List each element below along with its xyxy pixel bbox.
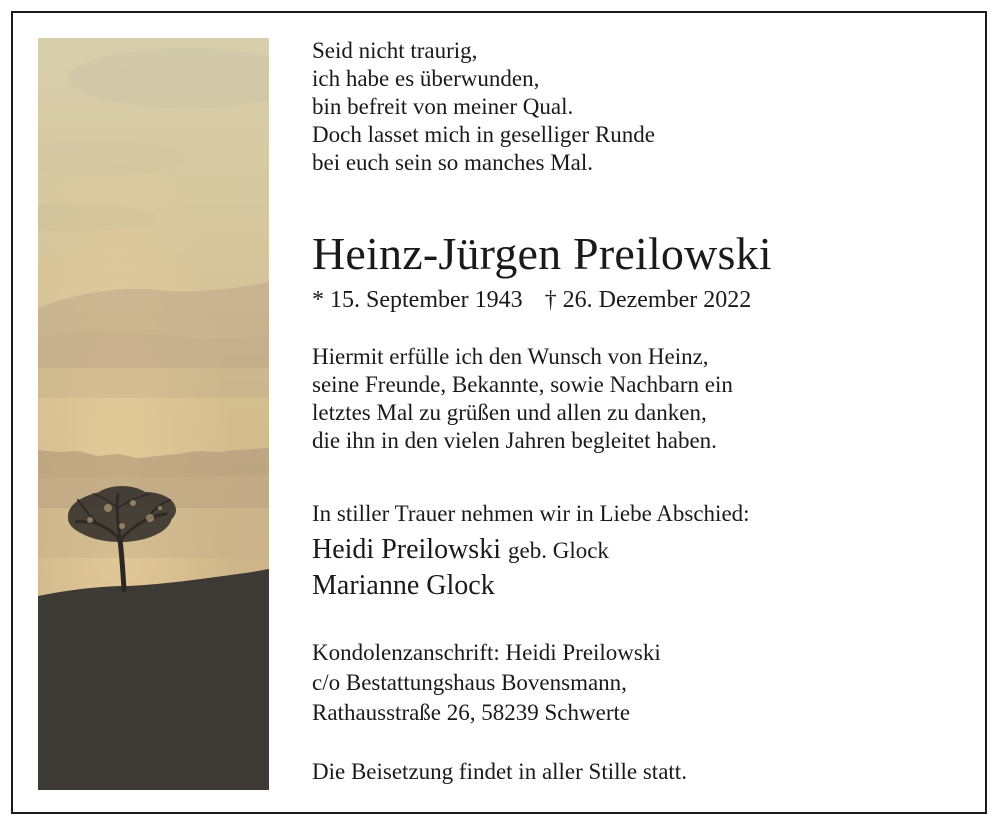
condolence-line: Rathausstraße 26, 58239 Schwerte [312, 700, 631, 725]
mourner-name: Heidi Preilowski [312, 534, 501, 565]
burial-note: Die Beisetzung findet in aller Stille statt. [312, 759, 687, 784]
mourner-note: geb. Glock [508, 538, 609, 563]
poem-line: Seid nicht traurig, [312, 38, 478, 63]
deceased-name: Heinz-Jürgen Preilowski [312, 228, 772, 279]
poem-line: bin befreit von meiner Qual. [312, 94, 574, 119]
death-date: † 26. Dezember 2022 [544, 287, 752, 313]
message-line: letztes Mal zu grüßen und allen zu danken, [312, 400, 707, 425]
poem-line: ich habe es überwunden, [312, 66, 540, 91]
sunset-tree-photo [38, 38, 269, 790]
message-line: die ihn in den vielen Jahren begleitet haben. [312, 428, 717, 453]
condolence-line: c/o Bestattungshaus Bovensmann, [312, 670, 627, 695]
mourner [312, 569, 495, 603]
poem-line: bei euch sein so manches Mal. [312, 150, 594, 175]
poem-line: Doch lasset mich in geselliger Runde [312, 122, 656, 147]
message-line: Hiermit erfülle ich den Wunsch von Heinz, [312, 344, 709, 369]
life-dates [312, 285, 751, 315]
mourner [312, 533, 609, 568]
birth-date: * 15. September 1943 [312, 287, 523, 313]
condolence-line: Kondolenzanschrift: Heidi Preilowski [312, 640, 661, 665]
message-line: seine Freunde, Bekannte, sowie Nachbarn ein [312, 372, 733, 397]
mourner-name: Marianne Glock [312, 570, 495, 601]
farewell-line: In stiller Trauer nehmen wir in Liebe Abschied: [312, 501, 750, 526]
